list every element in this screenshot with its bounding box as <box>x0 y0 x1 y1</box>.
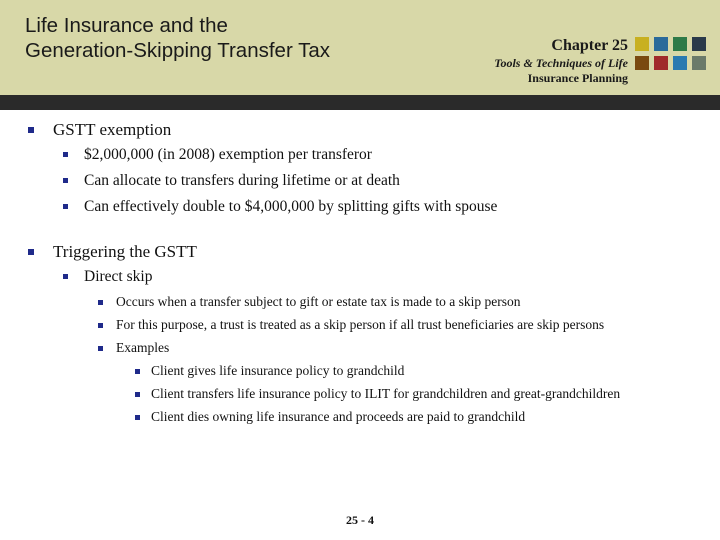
chapter-block <box>494 36 628 86</box>
square-8 <box>692 56 706 70</box>
bullet-text: Can allocate to transfers during lifetime or at death <box>84 172 400 189</box>
bullet-marker <box>98 323 103 328</box>
bullet-gstt-exemption <box>0 118 720 142</box>
bullet-text: Occurs when a transfer subject to gift or estate tax is made to a skip person <box>116 294 521 309</box>
header-divider-bar <box>0 95 720 110</box>
bullet-text: Client transfers life insurance policy to ILIT for grandchildren and great-grandchildren <box>151 386 621 401</box>
sub-bullet <box>0 194 720 220</box>
bullet-text: Examples <box>116 340 170 355</box>
sub-bullet-direct-skip <box>0 264 720 290</box>
square-6 <box>654 56 668 70</box>
bullet-marker <box>135 415 140 420</box>
example-bullet <box>0 407 720 427</box>
bullet-marker <box>135 369 140 374</box>
sub-bullet <box>0 168 720 194</box>
square-4 <box>692 37 706 51</box>
bullet-marker <box>28 127 34 133</box>
level3-bullet <box>0 315 720 335</box>
bullet-marker <box>63 178 68 183</box>
bullet-marker <box>98 300 103 305</box>
square-1 <box>635 37 649 51</box>
example-bullet <box>0 361 720 381</box>
bullet-text: Can effectively double to $4,000,000 by splitting gifts with spouse <box>84 198 498 215</box>
bullet-text: Client dies owning life insurance and proceeds are paid to grandchild <box>151 409 526 424</box>
bullet-marker <box>63 152 68 157</box>
title-line-2: Generation-Skipping Transfer Tax <box>25 39 331 62</box>
square-5 <box>635 56 649 70</box>
bullet-marker <box>135 392 140 397</box>
bullet-marker <box>28 249 34 255</box>
square-2 <box>654 37 668 51</box>
bullet-triggering-gstt <box>0 240 720 264</box>
chapter-number: Chapter 25 <box>551 37 628 54</box>
bullet-marker <box>98 346 103 351</box>
slide-title <box>25 13 330 63</box>
square-3 <box>673 37 687 51</box>
bullet-text: Triggering the GSTT <box>53 242 197 261</box>
example-bullet <box>0 384 720 404</box>
level3-bullet <box>0 292 720 312</box>
bullet-text: Direct skip <box>84 268 153 285</box>
chapter-subtitle-line-2: Insurance Planning <box>527 71 628 85</box>
bullet-text: For this purpose, a trust is treated as a skip person if all trust beneficiaries are skip persons <box>116 317 605 332</box>
slide-body <box>0 118 720 427</box>
chapter-subtitle-line-1: Tools & Techniques of Life <box>494 56 628 70</box>
title-line-1: Life Insurance and the <box>25 14 228 37</box>
bullet-text: GSTT exemption <box>53 120 172 139</box>
page-number: 25 - 4 <box>346 513 374 527</box>
bullet-text: Client gives life insurance policy to grandchild <box>151 363 405 378</box>
square-7 <box>673 56 687 70</box>
bullet-marker <box>63 274 68 279</box>
bullet-marker <box>63 204 68 209</box>
sub-bullet <box>0 142 720 168</box>
slide-header <box>0 0 720 95</box>
section-gap <box>0 220 720 240</box>
bullet-text: $2,000,000 (in 2008) exemption per transferor <box>84 146 372 163</box>
level3-bullet-examples <box>0 338 720 358</box>
